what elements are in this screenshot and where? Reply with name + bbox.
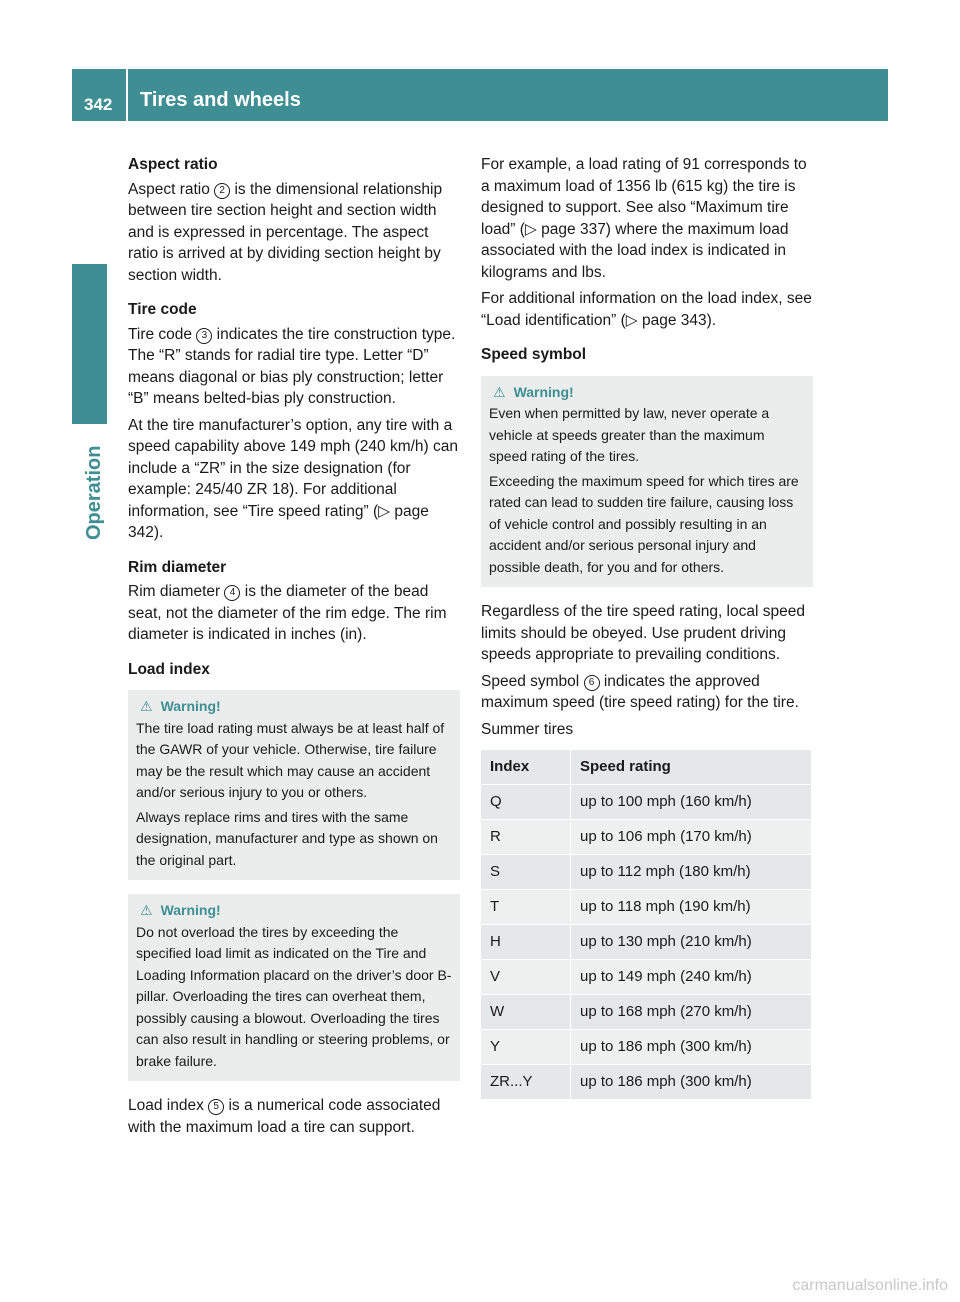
- marker-6-icon: 6: [584, 675, 600, 691]
- aspect-ratio-heading: Aspect ratio: [128, 156, 218, 173]
- warning-box-1: [128, 690, 460, 880]
- additional-info-paragraph: For additional information on the load index, see “Load identification” (▷ page 343).: [481, 290, 812, 329]
- table-row: [481, 890, 811, 925]
- side-tab-label: Operation: [83, 445, 105, 540]
- text: Aspect ratio: [128, 180, 215, 198]
- marker-4-icon: 4: [224, 585, 240, 601]
- text: Speed symbol: [481, 672, 584, 690]
- warning-title: [136, 900, 452, 922]
- text: is the diameter of the bead seat, not the diameter of the rim edge. The rim diameter is indicated in inches (in).: [128, 583, 447, 643]
- column-header-speed-rating: Speed rating: [571, 750, 812, 785]
- table-row: [481, 820, 811, 855]
- index-cell: Y: [481, 1030, 571, 1065]
- warning-title: [489, 382, 805, 404]
- zr-paragraph: At the tire manufacturer’s option, any tire with a speed capability above 149 mph (240 km/h) can include a “ZR” in the size designation (for example: 245/40 ZR 18). For additional information, see “Tire speed rating” (▷ page 342).: [128, 416, 459, 541]
- text: Rim diameter: [128, 583, 225, 600]
- table-row: [481, 785, 811, 820]
- speed-rating-cell: up to 118 mph (190 km/h): [571, 890, 812, 925]
- text: Load index: [128, 1097, 209, 1114]
- index-cell: S: [481, 855, 571, 890]
- speed-rating-cell: up to 112 mph (180 km/h): [571, 855, 812, 890]
- warning-triangle-icon: ⚠: [140, 902, 153, 918]
- index-cell: T: [481, 890, 571, 925]
- column-header-index: Index: [481, 750, 571, 785]
- index-cell: W: [481, 995, 571, 1030]
- table-row: [481, 1030, 811, 1065]
- speed-rating-cell: up to 149 mph (240 km/h): [571, 960, 812, 995]
- example-paragraph: For example, a load rating of 91 corresponds to a maximum load of 1356 lb (615 kg) the tire is designed to support. See also “Maximum tire load” (▷ page 337) where the maximum load associated with the load index is indicated in kilograms and lbs.: [481, 156, 807, 281]
- warning-text: Do not overload the tires by exceeding the specified load limit as indicated on the Tire and Loading Information placard on the driver’s door B-pillar. Overloading the tires can overheat them, possibly causing a blowout. Overloading the tires can also result in handling or steering problems, or brake failure.: [136, 923, 452, 1069]
- marker-3-icon: 3: [196, 328, 212, 344]
- table-header-row: [481, 750, 811, 785]
- warning-title: [136, 696, 452, 718]
- index-cell: ZR...Y: [481, 1065, 571, 1100]
- warning-title-text: Warning!: [160, 902, 221, 918]
- speed-rating-cell: up to 168 mph (270 km/h): [571, 995, 812, 1030]
- table-row: [481, 855, 811, 890]
- table-row: [481, 925, 811, 960]
- watermark: carmanualsonline.info: [792, 1276, 948, 1294]
- text: is the dimensional relationship between tire section height and section width and is expressed in percentage. The aspect ratio is arrived at by dividing section height by section width.: [128, 180, 443, 284]
- side-tab: [72, 264, 107, 424]
- speed-rating-cell: up to 186 mph (300 km/h): [571, 1065, 812, 1100]
- speed-symbol-heading: Speed symbol: [481, 346, 587, 363]
- warning-text: The tire load rating must always be at least half of the GAWR of your vehicle. Otherwise, tire failure may be the result which may cause an accident and/or serious injury to you or others.: [136, 719, 445, 800]
- warning-text: Even when permitted by law, never operate a vehicle at speeds greater than the maximum speed rating of the tires.: [489, 405, 770, 464]
- speed-rating-table: [481, 750, 811, 1100]
- warning-triangle-icon: ⚠: [493, 383, 506, 400]
- warning-text: Always replace rims and tires with the same designation, manufacturer and type as shown on the original part.: [136, 808, 438, 868]
- right-column: [481, 154, 813, 1100]
- warning-title-text: Warning!: [513, 383, 574, 400]
- speed-rating-cell: up to 100 mph (160 km/h): [571, 785, 812, 820]
- aspect-ratio-paragraph: [128, 179, 460, 287]
- text: indicates the approved maximum speed (tire speed rating) for the tire.: [481, 672, 799, 711]
- index-cell: R: [481, 820, 571, 855]
- table-row: [481, 1065, 811, 1100]
- warning-box-3: [481, 376, 813, 588]
- section-title: Tires and wheels: [140, 89, 301, 111]
- table-row: [481, 995, 811, 1030]
- index-cell: H: [481, 925, 571, 960]
- rim-diameter-heading: Rim diameter: [128, 558, 227, 576]
- text: is a numerical code associated with the maximum load a tire can support.: [128, 1097, 441, 1136]
- tire-code-paragraph: [128, 324, 460, 410]
- warning-title-text: Warning!: [160, 698, 221, 714]
- speed-rating-cell: up to 106 mph (170 km/h): [571, 820, 812, 855]
- warning-text: Exceeding the maximum speed for which tires are rated can lead to sudden tire failure, causing loss of vehicle control and possibly resulting in an accident and/or serious personal injury and possible death, for you and for others.: [489, 472, 799, 575]
- tire-code-heading: Tire code: [128, 301, 197, 318]
- index-cell: Q: [481, 785, 571, 820]
- speed-rating-cell: up to 186 mph (300 km/h): [571, 1030, 812, 1065]
- text: indicates the tire construction type. The “R” stands for radial tire type. Letter “D” means diagonal or bias ply construction; letter “B” means belted-bias ply construction.: [128, 325, 456, 407]
- index-cell: V: [481, 960, 571, 995]
- page-number: 342: [84, 95, 113, 114]
- speed-symbol-paragraph: [481, 671, 813, 714]
- warning-triangle-icon: ⚠: [140, 698, 153, 714]
- speed-rating-cell: up to 130 mph (210 km/h): [571, 925, 812, 960]
- text: Tire code: [128, 325, 197, 343]
- marker-2-icon: 2: [214, 183, 230, 199]
- summer-tires-label: Summer tires: [481, 720, 574, 738]
- table-row: [481, 960, 811, 995]
- marker-5-icon: 5: [208, 1099, 224, 1115]
- rim-diameter-paragraph: [128, 581, 460, 646]
- regardless-paragraph: Regardless of the tire speed rating, local speed limits should be obeyed. Use prudent driving speeds appropriate to prevailing conditions.: [481, 603, 805, 663]
- load-index-paragraph: [128, 1095, 460, 1138]
- load-index-heading: Load index: [128, 660, 210, 678]
- warning-box-2: [128, 894, 460, 1081]
- left-column: [128, 154, 460, 1143]
